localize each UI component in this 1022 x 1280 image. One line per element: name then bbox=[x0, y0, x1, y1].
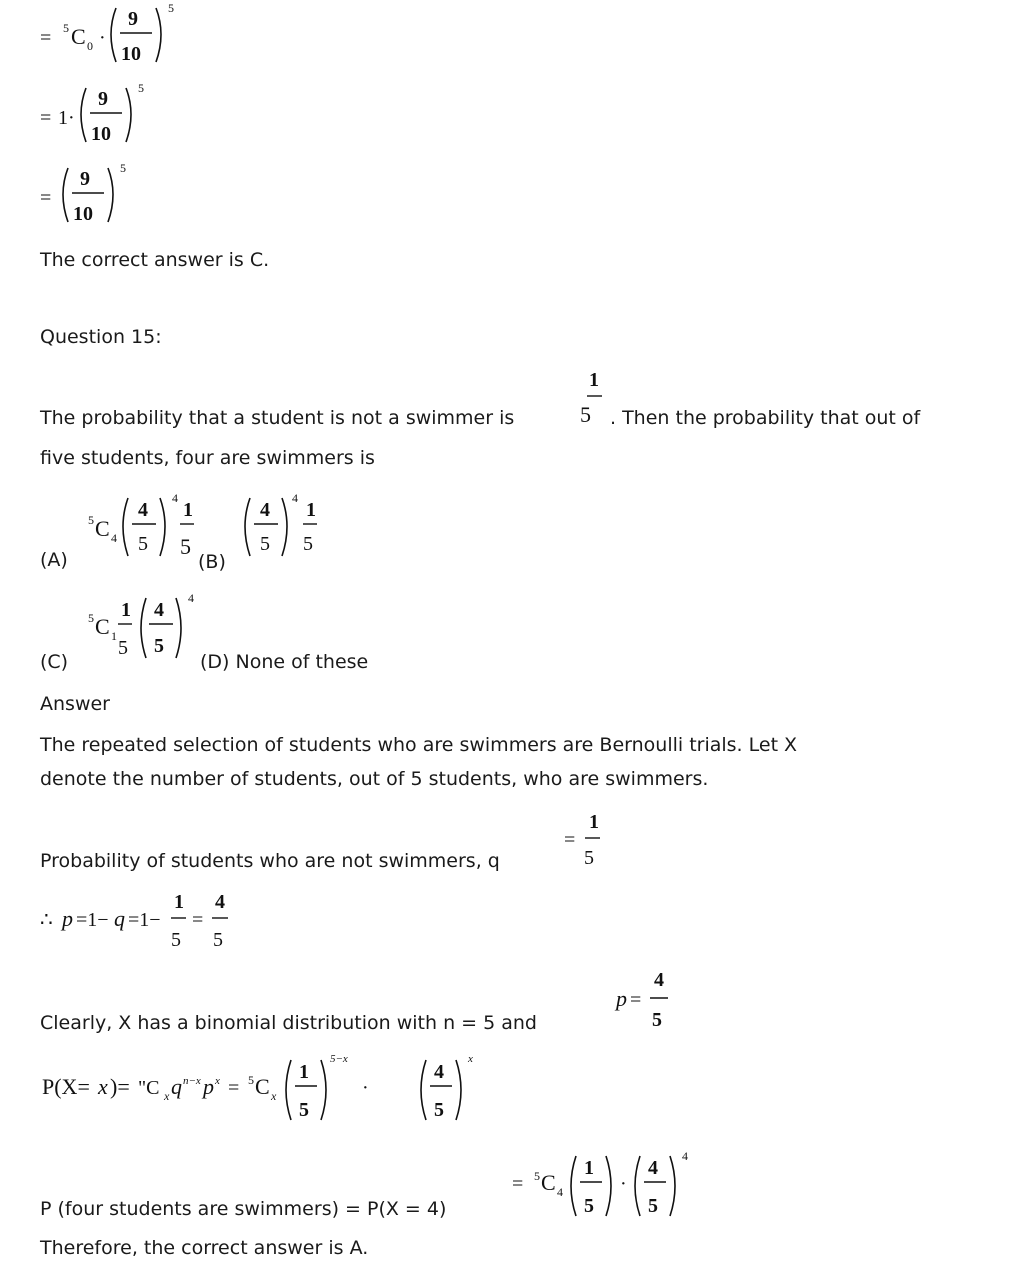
p-value-fraction bbox=[612, 964, 682, 1036]
option-d-text: (D) None of these bbox=[200, 651, 369, 673]
svg-text:5: 5 bbox=[120, 161, 126, 175]
svg-text:4: 4 bbox=[188, 591, 194, 605]
svg-text:4: 4 bbox=[557, 1185, 563, 1199]
svg-text:C: C bbox=[541, 1170, 556, 1195]
option-a-formula bbox=[84, 486, 204, 566]
svg-text:C: C bbox=[255, 1074, 270, 1099]
svg-text:5−x: 5−x bbox=[330, 1053, 348, 1065]
svg-text:5: 5 bbox=[534, 1169, 540, 1183]
svg-text:5: 5 bbox=[260, 533, 270, 555]
svg-text:0: 0 bbox=[87, 39, 93, 53]
svg-text:=: = bbox=[564, 829, 576, 851]
svg-text:p: p bbox=[62, 906, 73, 931]
svg-text:4: 4 bbox=[434, 1061, 444, 1083]
svg-text:4: 4 bbox=[138, 499, 148, 521]
p-equals-four-fifths bbox=[38, 884, 278, 954]
svg-text:)=: )= bbox=[110, 1074, 130, 1099]
svg-text:5: 5 bbox=[168, 1, 174, 15]
svg-text:1·: 1· bbox=[58, 107, 75, 129]
svg-text:C: C bbox=[71, 24, 86, 49]
svg-text:x: x bbox=[468, 1053, 473, 1065]
prob-not-swimmers-text: Probability of students who are not swimmers, q bbox=[40, 850, 500, 872]
svg-text:5: 5 bbox=[248, 1073, 254, 1087]
option-b-formula bbox=[236, 486, 336, 566]
svg-text:5: 5 bbox=[580, 402, 591, 427]
svg-text:10: 10 bbox=[121, 43, 141, 65]
svg-text:q: q bbox=[171, 1074, 182, 1099]
binomial-text: Clearly, X has a binomial distribution with n = 5 and bbox=[40, 1012, 537, 1034]
svg-text:"C: "C bbox=[138, 1077, 160, 1099]
equation-nine-tenths-power bbox=[36, 160, 146, 230]
svg-text:5: 5 bbox=[299, 1099, 309, 1121]
svg-text:C: C bbox=[95, 516, 110, 541]
svg-text:1: 1 bbox=[306, 499, 316, 521]
svg-text:5: 5 bbox=[303, 533, 313, 555]
svg-text:x: x bbox=[164, 1089, 170, 1103]
option-c-formula bbox=[84, 590, 214, 670]
svg-text:1: 1 bbox=[183, 499, 193, 521]
option-b-label: (B) bbox=[198, 551, 226, 573]
svg-text:1: 1 bbox=[299, 1061, 309, 1083]
svg-text:C: C bbox=[95, 614, 110, 639]
svg-text:=: = bbox=[512, 1173, 524, 1195]
answer-heading: Answer bbox=[40, 693, 110, 715]
svg-text:P(X=: P(X= bbox=[42, 1074, 90, 1099]
svg-text:4: 4 bbox=[154, 599, 164, 621]
answer-c-text: The correct answer is C. bbox=[40, 249, 270, 271]
svg-text:q: q bbox=[114, 906, 125, 931]
question-heading: Question 15: bbox=[40, 326, 162, 348]
svg-text:5: 5 bbox=[434, 1099, 444, 1121]
svg-text:1: 1 bbox=[121, 599, 131, 621]
fraction-one-fifth bbox=[576, 364, 610, 434]
svg-text:9: 9 bbox=[80, 168, 90, 190]
svg-text:p: p bbox=[616, 986, 627, 1011]
svg-text:4: 4 bbox=[682, 1149, 688, 1163]
svg-text:·: · bbox=[99, 27, 106, 49]
svg-text:1: 1 bbox=[174, 891, 184, 913]
svg-text:5: 5 bbox=[118, 637, 128, 659]
svg-text:=: = bbox=[40, 107, 52, 129]
svg-text:·: · bbox=[620, 1173, 627, 1195]
svg-text:=: = bbox=[192, 909, 204, 931]
svg-text:5: 5 bbox=[180, 534, 191, 559]
svg-text:5: 5 bbox=[138, 533, 148, 555]
svg-text:=1−: =1− bbox=[76, 909, 109, 931]
svg-text:·: · bbox=[362, 1077, 369, 1099]
svg-text:5: 5 bbox=[584, 847, 594, 869]
svg-text:5: 5 bbox=[648, 1195, 658, 1217]
question-text-line2: five students, four are swimmers is bbox=[40, 447, 375, 469]
svg-text:4: 4 bbox=[260, 499, 270, 521]
option-a-label: (A) bbox=[40, 549, 68, 571]
paragraph-line2: denote the number of students, out of 5 students, who are swimmers. bbox=[40, 768, 709, 790]
svg-text:∴: ∴ bbox=[40, 909, 53, 931]
svg-text:5: 5 bbox=[63, 21, 69, 35]
svg-text:p: p bbox=[203, 1074, 214, 1099]
svg-text:x: x bbox=[271, 1089, 277, 1103]
svg-text:1: 1 bbox=[111, 629, 117, 643]
svg-text:5: 5 bbox=[171, 929, 181, 951]
svg-text:=: = bbox=[40, 27, 52, 49]
svg-text:5: 5 bbox=[213, 929, 223, 951]
final-computation bbox=[508, 1144, 698, 1228]
svg-text:5: 5 bbox=[138, 81, 144, 95]
svg-text:=1−: =1− bbox=[128, 909, 161, 931]
four-swimmers-text: P (four students are swimmers) = P(X = 4) bbox=[40, 1198, 447, 1220]
svg-text:x: x bbox=[215, 1075, 220, 1087]
final-answer-text: Therefore, the correct answer is A. bbox=[40, 1237, 369, 1259]
svg-text:1: 1 bbox=[589, 811, 599, 833]
svg-text:n−x: n−x bbox=[183, 1075, 201, 1087]
question-text-part1: The probability that a student is not a swimmer is bbox=[40, 407, 515, 429]
q-equals-one-fifth bbox=[560, 806, 610, 876]
svg-text:1: 1 bbox=[589, 369, 599, 391]
question-text-part2: . Then the probability that out of bbox=[610, 407, 921, 429]
svg-text:5: 5 bbox=[88, 513, 94, 527]
svg-text:4: 4 bbox=[654, 969, 664, 991]
binomial-pmf-formula bbox=[40, 1044, 500, 1130]
svg-text:4: 4 bbox=[648, 1157, 658, 1179]
equation-one-nine-tenths bbox=[36, 80, 166, 150]
svg-text:=: = bbox=[40, 187, 52, 209]
svg-text:4: 4 bbox=[172, 491, 178, 505]
svg-text:x: x bbox=[98, 1074, 108, 1099]
option-c-label: (C) bbox=[40, 651, 69, 673]
equation-5c0-nine-tenths bbox=[36, 0, 186, 70]
svg-text:5: 5 bbox=[652, 1009, 662, 1031]
svg-text:9: 9 bbox=[98, 88, 108, 110]
svg-text:10: 10 bbox=[73, 203, 93, 225]
svg-text:4: 4 bbox=[292, 491, 298, 505]
svg-text:1: 1 bbox=[584, 1157, 594, 1179]
svg-text:5: 5 bbox=[584, 1195, 594, 1217]
svg-text:9: 9 bbox=[128, 8, 138, 30]
svg-text:10: 10 bbox=[91, 123, 111, 145]
svg-text:4: 4 bbox=[111, 531, 117, 545]
svg-text:4: 4 bbox=[215, 891, 225, 913]
paragraph-line1: The repeated selection of students who are swimmers are Bernoulli trials. Let X bbox=[40, 734, 798, 756]
svg-text:=: = bbox=[228, 1077, 240, 1099]
svg-text:=: = bbox=[630, 989, 642, 1011]
svg-text:5: 5 bbox=[88, 611, 94, 625]
svg-text:5: 5 bbox=[154, 635, 164, 657]
